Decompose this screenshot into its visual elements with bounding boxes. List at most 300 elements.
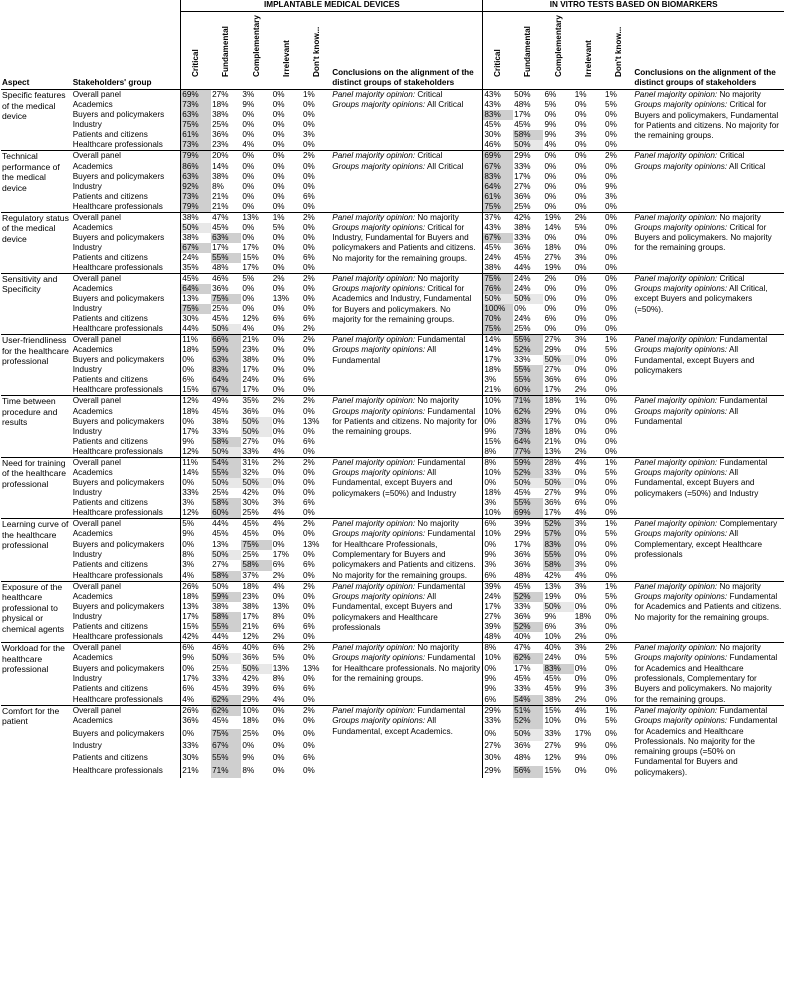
imd-cell-dont-know: 0% — [302, 478, 315, 488]
imd-cell-complementary: 17% — [242, 262, 259, 272]
imd-header-irrelevant: Irrelevant — [272, 12, 302, 90]
imd-cell-dont-know: 13% — [302, 416, 320, 426]
imd-cell-dont-know: 1% — [302, 90, 331, 101]
ivt-cell-critical: 67% — [483, 233, 513, 243]
imd-cell-complementary: 15% — [242, 252, 259, 262]
imd-cell-fundamental: 13% — [212, 539, 229, 549]
imd-cell-critical: 67% — [181, 243, 211, 253]
imd-panel-conclusion: Panel majority opinion: No majority — [331, 273, 483, 284]
imd-cell-complementary: 17% — [242, 612, 259, 622]
stakeholder-group: Academics — [72, 653, 113, 663]
imd-cell-critical: 0% — [181, 540, 211, 550]
imd-cell-dont-know: 0% — [302, 365, 315, 375]
imd-cell-dont-know: 3% — [302, 130, 315, 140]
ivt-cell-fundamental: 45% — [513, 581, 543, 592]
ivt-cell-critical: 29% — [483, 705, 513, 716]
imd-groups-conclusion: Groups majority opinions: All Critical — [332, 100, 464, 110]
section-imd: IMPLANTABLE MEDICAL DEVICES — [181, 0, 483, 12]
stakeholder-group: Healthcare professionals — [72, 632, 163, 642]
imd-cell-fundamental: 38% — [212, 602, 229, 612]
ivt-cell-irrelevant: 0% — [574, 110, 587, 120]
imd-cell-fundamental: 67% — [211, 385, 241, 396]
table-row — [1, 643, 784, 654]
ivt-cell-complementary: 50% — [543, 602, 573, 612]
ivt-cell-complementary: 52% — [543, 519, 573, 530]
ivt-cell-fundamental: 69% — [513, 508, 543, 519]
imd-cell-dont-know: 0% — [302, 242, 315, 252]
ivt-cell-complementary: 33% — [544, 728, 561, 738]
ivt-cell-irrelevant: 0% — [574, 273, 604, 284]
imd-cell-irrelevant: 13% — [272, 663, 290, 673]
imd-cell-critical: 3% — [181, 560, 211, 570]
ivt-header-complementary: Complementary — [543, 12, 573, 90]
ivt-cell-complementary: 27% — [544, 252, 561, 262]
ivt-cell-dont-know: 0% — [605, 365, 617, 375]
imd-cell-fundamental: 23% — [212, 140, 229, 150]
stakeholder-group: Industry — [72, 181, 102, 191]
ivt-cell-critical: 50% — [483, 294, 513, 304]
ivt-cell-fundamental: 29% — [514, 529, 531, 539]
ivt-cell-fundamental: 52% — [513, 345, 543, 355]
ivt-cell-critical: 6% — [483, 695, 513, 706]
imd-cell-critical: 92% — [181, 182, 211, 192]
imd-cell-fundamental: 58% — [211, 612, 241, 622]
ivt-cell-critical: 18% — [483, 365, 513, 375]
imd-cell-dont-know: 0% — [302, 632, 315, 642]
ivt-cell-complementary: 4% — [544, 140, 557, 150]
ivt-cell-irrelevant: 0% — [574, 304, 587, 314]
imd-cell-critical: 79% — [181, 202, 211, 213]
ivt-cell-critical: 75% — [483, 202, 513, 213]
imd-cell-complementary: 25% — [242, 508, 259, 518]
ivt-cell-dont-know: 0% — [605, 375, 617, 385]
imd-cell-complementary: 42% — [242, 488, 259, 498]
ivt-cell-dont-know: 5% — [605, 468, 617, 478]
imd-cell-dont-know: 0% — [302, 181, 315, 191]
imd-cell-irrelevant: 0% — [272, 728, 285, 738]
stakeholder-group: Buyers and policymakers — [72, 171, 165, 181]
imd-cell-complementary: 45% — [241, 519, 271, 530]
imd-cell-dont-know: 6% — [302, 252, 315, 262]
imd-cell-critical: 18% — [181, 407, 211, 417]
imd-cell-fundamental: 50% — [211, 550, 241, 560]
imd-cell-dont-know: 0% — [302, 529, 315, 539]
aspect-name: Sensitivity and Specificity — [1, 273, 72, 334]
ivt-cell-critical: 6% — [483, 519, 513, 530]
imd-cell-fundamental: 59% — [211, 592, 241, 602]
ivt-cell-irrelevant: 0% — [574, 406, 587, 416]
imd-cell-fundamental: 45% — [212, 406, 229, 416]
imd-cell-complementary: 4% — [242, 140, 255, 150]
ivt-cell-dont-know: 0% — [604, 212, 633, 223]
imd-cell-complementary: 17% — [242, 365, 259, 375]
imd-cell-irrelevant: 0% — [272, 130, 285, 140]
stakeholder-group: Overall panel — [72, 396, 181, 407]
imd-cell-complementary: 0% — [242, 120, 255, 130]
ivt-cell-fundamental: 24% — [514, 314, 531, 324]
ivt-cell-fundamental: 38% — [514, 222, 531, 232]
ivt-cell-irrelevant: 0% — [574, 478, 587, 488]
ivt-cell-complementary: 27% — [544, 488, 561, 498]
ivt-cell-fundamental: 59% — [513, 457, 543, 468]
ivt-cell-dont-know: 9% — [605, 181, 617, 191]
ivt-cell-fundamental: 42% — [513, 212, 543, 223]
ivt-cell-dont-know: 0% — [605, 426, 617, 436]
ivt-cell-complementary: 57% — [543, 529, 573, 539]
ivt-cell-fundamental: 29% — [513, 151, 543, 162]
table-row — [1, 716, 784, 728]
ivt-cell-dont-know: 0% — [605, 663, 617, 673]
ivt-cell-critical: 61% — [483, 192, 513, 202]
ivt-cell-fundamental: 64% — [513, 437, 543, 447]
aspect-name: Workload for the healthcare professional — [1, 643, 72, 706]
imd-cell-critical: 6% — [181, 375, 211, 385]
imd-cell-fundamental: 25% — [212, 304, 229, 314]
ivt-cell-complementary: 17% — [544, 416, 561, 426]
ivt-cell-irrelevant: 0% — [574, 294, 587, 304]
ivt-cell-complementary: 36% — [544, 498, 561, 508]
ivt-cell-critical: 75% — [483, 273, 513, 284]
ivt-cell-critical: 39% — [483, 622, 513, 632]
ivt-cell-dont-know: 0% — [605, 201, 617, 211]
imd-cell-irrelevant: 0% — [272, 345, 285, 355]
ivt-cell-dont-know: 1% — [604, 335, 633, 346]
imd-cell-dont-know: 0% — [302, 765, 315, 775]
ivt-cell-irrelevant: 0% — [574, 324, 587, 334]
imd-cell-critical: 4% — [181, 571, 211, 582]
ivt-groups-conclusion: Groups majority opinions: Critical for Buyers and policymakers. No majority for the remaining groups. — [634, 222, 772, 253]
ivt-cell-complementary: 6% — [544, 622, 557, 632]
ivt-cell-critical: 29% — [483, 766, 513, 778]
imd-cell-dont-know: 6% — [302, 753, 315, 763]
table-row — [1, 284, 784, 294]
imd-cell-dont-know: 0% — [302, 120, 315, 130]
ivt-cell-irrelevant: 0% — [574, 436, 587, 446]
imd-cell-fundamental: 50% — [211, 581, 241, 592]
ivt-cell-dont-know: 1% — [604, 705, 633, 716]
imd-cell-dont-know: 6% — [302, 560, 315, 570]
imd-cell-irrelevant: 0% — [272, 592, 285, 602]
imd-cell-dont-know: 0% — [302, 232, 315, 242]
imd-cell-irrelevant: 3% — [272, 498, 285, 508]
ivt-cell-irrelevant: 6% — [574, 498, 587, 508]
imd-cell-irrelevant: 0% — [272, 436, 285, 446]
stakeholder-group: Overall panel — [72, 151, 181, 162]
imd-groups-conclusion: Groups majority opinions: Fundamental for Patients and citizens. No majority for the remaining groups. — [332, 406, 477, 437]
imd-cell-complementary: 33% — [242, 446, 259, 456]
imd-cell-complementary: 0% — [242, 294, 255, 304]
ivt-cell-complementary: 33% — [544, 468, 561, 478]
imd-cell-fundamental: 75% — [211, 729, 241, 741]
imd-cell-complementary: 50% — [241, 478, 271, 488]
stakeholder-group: Overall panel — [72, 335, 181, 346]
imd-cell-irrelevant: 5% — [272, 222, 285, 232]
ivt-cell-critical: 45% — [483, 243, 513, 253]
ivt-cell-dont-know: 0% — [605, 161, 617, 171]
ivt-cell-fundamental: 47% — [513, 643, 543, 654]
ivt-cell-dont-know: 5% — [605, 100, 617, 110]
ivt-cell-critical: 76% — [483, 284, 513, 294]
stakeholder-group: Patients and citizens — [72, 753, 148, 763]
ivt-cell-complementary: 12% — [544, 753, 561, 763]
ivt-cell-complementary: 6% — [544, 314, 557, 324]
stakeholder-group: Overall panel — [72, 212, 181, 223]
stakeholder-group: Patients and citizens — [72, 560, 148, 570]
ivt-cell-complementary: 28% — [543, 457, 573, 468]
ivt-cell-irrelevant: 0% — [574, 100, 587, 110]
ivt-cell-dont-know: 0% — [605, 406, 617, 416]
ivt-cell-dont-know: 5% — [605, 716, 617, 726]
ivt-cell-fundamental: 39% — [513, 519, 543, 530]
imd-cell-critical: 44% — [181, 324, 211, 335]
ivt-panel-conclusion: Panel majority opinion: Fundamental — [633, 457, 784, 468]
imd-cell-critical: 33% — [181, 488, 211, 498]
imd-cell-irrelevant: 4% — [272, 519, 302, 530]
imd-cell-fundamental: 14% — [212, 161, 229, 171]
imd-cell-dont-know: 0% — [302, 222, 315, 232]
ivt-panel-conclusion: Panel majority opinion: Complementary — [633, 519, 784, 530]
ivt-cell-critical: 67% — [483, 162, 513, 172]
imd-cell-fundamental: 83% — [211, 365, 241, 375]
ivt-cell-fundamental: 36% — [514, 549, 531, 559]
stakeholder-group: Healthcare professionals — [72, 385, 163, 395]
ivt-cell-dont-know: 0% — [605, 232, 617, 242]
imd-cell-irrelevant: 0% — [272, 100, 285, 110]
ivt-cell-critical: 75% — [483, 324, 513, 335]
ivt-cell-critical: 9% — [483, 674, 513, 684]
imd-cell-critical: 79% — [181, 151, 211, 162]
imd-cell-dont-know: 2% — [302, 581, 331, 592]
imd-cell-dont-know: 0% — [302, 426, 315, 436]
ivt-cell-complementary: 19% — [544, 592, 561, 602]
imd-cell-dont-know: 0% — [302, 100, 315, 110]
ivt-cell-irrelevant: 3% — [574, 130, 587, 140]
ivt-cell-critical: 46% — [483, 140, 513, 151]
imd-cell-dont-know: 0% — [302, 385, 315, 395]
ivt-cell-irrelevant: 0% — [574, 262, 587, 272]
imd-cell-fundamental: 27% — [212, 560, 229, 570]
imd-cell-fundamental: 67% — [211, 741, 241, 753]
imd-cell-critical: 4% — [181, 695, 211, 706]
ivt-cell-fundamental: 55% — [513, 365, 543, 375]
section-ivt: IN VITRO TESTS BASED ON BIOMARKERS — [483, 0, 784, 12]
table-row — [1, 396, 784, 407]
ivt-cell-irrelevant: 3% — [574, 560, 587, 570]
ivt-cell-complementary: 0% — [544, 201, 557, 211]
imd-cell-dont-know: 2% — [302, 273, 331, 284]
ivt-cell-dont-know: 0% — [605, 171, 617, 181]
table-row — [1, 529, 784, 539]
imd-cell-complementary: 21% — [242, 622, 259, 632]
ivt-header-irrelevant: Irrelevant — [574, 12, 604, 90]
imd-cell-fundamental: 50% — [211, 653, 241, 663]
imd-cell-fundamental: 17% — [212, 242, 229, 252]
ivt-cell-complementary: 2% — [543, 273, 573, 284]
imd-cell-critical: 0% — [181, 664, 211, 674]
ivt-cell-irrelevant: 9% — [574, 740, 587, 750]
ivt-cell-fundamental: 17% — [514, 539, 531, 549]
ivt-cell-critical: 43% — [483, 223, 513, 233]
imd-cell-irrelevant: 0% — [272, 406, 285, 416]
imd-cell-fundamental: 25% — [212, 663, 229, 673]
ivt-cell-fundamental: 83% — [513, 417, 543, 427]
ivt-cell-complementary: 9% — [544, 612, 557, 622]
imd-cell-fundamental: 62% — [211, 695, 241, 706]
ivt-cell-fundamental: 52% — [513, 592, 543, 602]
stakeholder-group: Industry — [72, 242, 102, 252]
ivt-cell-irrelevant: 18% — [574, 612, 592, 622]
imd-cell-critical: 0% — [181, 365, 211, 375]
imd-cell-irrelevant: 6% — [272, 560, 285, 570]
ivt-cell-complementary: 0% — [544, 181, 557, 191]
ivt-cell-irrelevant: 3% — [574, 335, 604, 346]
imd-cell-dont-know: 0% — [302, 653, 315, 663]
imd-cell-dont-know: 0% — [302, 345, 315, 355]
ivt-cell-critical: 14% — [483, 335, 513, 346]
imd-cell-irrelevant: 0% — [272, 151, 302, 162]
stakeholder-group: Overall panel — [72, 581, 181, 592]
ivt-cell-complementary: 27% — [543, 335, 573, 346]
ivt-cell-dont-know: 0% — [605, 632, 617, 642]
imd-cell-complementary: 0% — [242, 740, 255, 750]
ivt-cell-complementary: 13% — [543, 581, 573, 592]
aspect-name: Regulatory status of the medical device — [1, 212, 72, 273]
table-row — [1, 90, 784, 101]
imd-cell-irrelevant: 13% — [272, 602, 290, 612]
imd-cell-fundamental: 64% — [211, 375, 241, 385]
stakeholder-group: Healthcare professionals — [72, 694, 163, 704]
imd-panel-conclusion: Panel majority opinion: No majority — [331, 396, 483, 407]
ivt-cell-critical: 38% — [483, 263, 513, 274]
ivt-cell-fundamental: 52% — [513, 468, 543, 478]
stakeholder-group: Industry — [72, 674, 102, 684]
imd-cell-critical: 73% — [181, 140, 211, 151]
imd-cell-complementary: 50% — [241, 427, 271, 437]
stakeholder-group: Overall panel — [72, 273, 181, 284]
ivt-cell-irrelevant: 0% — [574, 284, 587, 294]
imd-cell-irrelevant: 0% — [272, 201, 285, 211]
ivt-cell-irrelevant: 0% — [574, 716, 587, 726]
imd-cell-complementary: 9% — [242, 100, 255, 110]
ivt-cell-complementary: 38% — [544, 694, 561, 704]
ivt-cell-complementary: 27% — [544, 365, 561, 375]
imd-cell-dont-know: 2% — [302, 151, 331, 162]
ivt-cell-critical: 43% — [483, 100, 513, 110]
stakeholder-group: Buyers and policymakers — [72, 355, 165, 365]
imd-cell-irrelevant: 0% — [272, 181, 285, 191]
stakeholder-group: Academics — [72, 592, 113, 602]
ivt-cell-complementary: 9% — [544, 120, 557, 130]
ivt-cell-complementary: 27% — [544, 740, 561, 750]
ivt-panel-conclusion: Panel majority opinion: No majority — [633, 212, 784, 223]
imd-cell-irrelevant: 6% — [272, 684, 285, 694]
imd-cell-fundamental: 45% — [212, 716, 229, 726]
stakeholder-group: Patients and citizens — [72, 436, 148, 446]
stakeholder-group: Academics — [72, 222, 113, 232]
ivt-header-dont-know: Don't know... — [604, 12, 633, 90]
stakeholder-group: Industry — [72, 740, 102, 750]
ivt-cell-dont-know: 0% — [605, 539, 617, 549]
imd-cell-irrelevant: 2% — [272, 273, 302, 284]
imd-cell-dont-know: 0% — [302, 716, 315, 726]
ivt-cell-irrelevant: 0% — [574, 529, 587, 539]
imd-cell-fundamental: 59% — [211, 345, 241, 355]
imd-cell-critical: 75% — [181, 120, 211, 130]
imd-cell-critical: 13% — [181, 294, 211, 304]
ivt-cell-fundamental: 55% — [513, 335, 543, 346]
ivt-cell-complementary: 0% — [544, 171, 557, 181]
imd-cell-fundamental: 75% — [211, 294, 241, 304]
imd-cell-complementary: 30% — [242, 498, 259, 508]
ivt-cell-critical: 10% — [483, 508, 513, 519]
imd-cell-complementary: 27% — [242, 436, 259, 446]
imd-cell-complementary: 10% — [241, 705, 271, 716]
imd-cell-dont-know: 0% — [302, 488, 315, 498]
imd-cell-critical: 0% — [181, 355, 211, 365]
imd-cell-fundamental: 21% — [212, 201, 229, 211]
imd-cell-critical: 11% — [181, 457, 211, 468]
ivt-cell-critical: 8% — [483, 447, 513, 458]
imd-cell-complementary: 23% — [242, 592, 259, 602]
imd-cell-complementary: 24% — [242, 375, 259, 385]
ivt-cell-fundamental: 36% — [514, 740, 531, 750]
imd-cell-fundamental: 55% — [211, 253, 241, 263]
imd-cell-fundamental: 20% — [211, 151, 241, 162]
imd-cell-dont-know: 2% — [302, 396, 331, 407]
ivt-groups-conclusion: Groups majority opinions: Critical for Buyers and policymakers, Fundamental for Patients and citizens. No majority for the remaining groups. — [634, 100, 780, 141]
ivt-cell-dont-know: 0% — [605, 765, 617, 775]
stakeholder-group: Academics — [72, 100, 113, 110]
imd-cell-dont-know: 0% — [302, 570, 315, 580]
imd-cell-irrelevant: 4% — [272, 694, 285, 704]
imd-cell-critical: 17% — [181, 674, 211, 684]
ivt-cell-critical: 8% — [483, 457, 513, 468]
stakeholder-group: Industry — [72, 488, 102, 498]
ivt-cell-complementary: 36% — [544, 375, 561, 385]
ivt-cell-critical: 0% — [483, 540, 513, 550]
stakeholder-group: Industry — [72, 120, 102, 130]
ivt-cell-complementary: 18% — [544, 242, 561, 252]
imd-cell-fundamental: 62% — [211, 705, 241, 716]
ivt-cell-fundamental: 25% — [514, 324, 531, 334]
imd-cell-fundamental: 58% — [211, 571, 241, 582]
stakeholder-group: Healthcare professionals — [72, 508, 163, 518]
ivt-cell-fundamental: 40% — [514, 632, 531, 642]
ivt-cell-irrelevant: 0% — [574, 592, 587, 602]
table-row — [1, 407, 784, 417]
imd-cell-fundamental: 66% — [211, 335, 241, 346]
imd-cell-fundamental: 33% — [212, 426, 229, 436]
ivt-cell-dont-know: 0% — [605, 110, 617, 120]
ivt-cell-critical: 30% — [483, 130, 513, 140]
imd-cell-irrelevant: 0% — [272, 252, 285, 262]
ivt-cell-critical: 24% — [483, 253, 513, 263]
imd-cell-dont-know: 2% — [302, 335, 331, 346]
imd-cell-fundamental: 63% — [211, 355, 241, 365]
table-row — [1, 705, 784, 716]
imd-cell-complementary: 12% — [242, 314, 259, 324]
stakeholder-group: Overall panel — [72, 643, 181, 654]
imd-cell-dont-know: 2% — [302, 519, 331, 530]
ivt-cell-dont-know: 0% — [605, 740, 617, 750]
header-aspect: Aspect — [1, 12, 72, 90]
ivt-cell-dont-know: 0% — [605, 284, 617, 294]
imd-cell-dont-know: 0% — [302, 508, 315, 518]
ivt-cell-complementary: 0% — [544, 232, 557, 242]
ivt-groups-conclusion: Groups majority opinions: All Critical — [634, 161, 766, 171]
ivt-cell-fundamental: 48% — [514, 753, 531, 763]
ivt-cell-critical: 10% — [483, 468, 513, 478]
